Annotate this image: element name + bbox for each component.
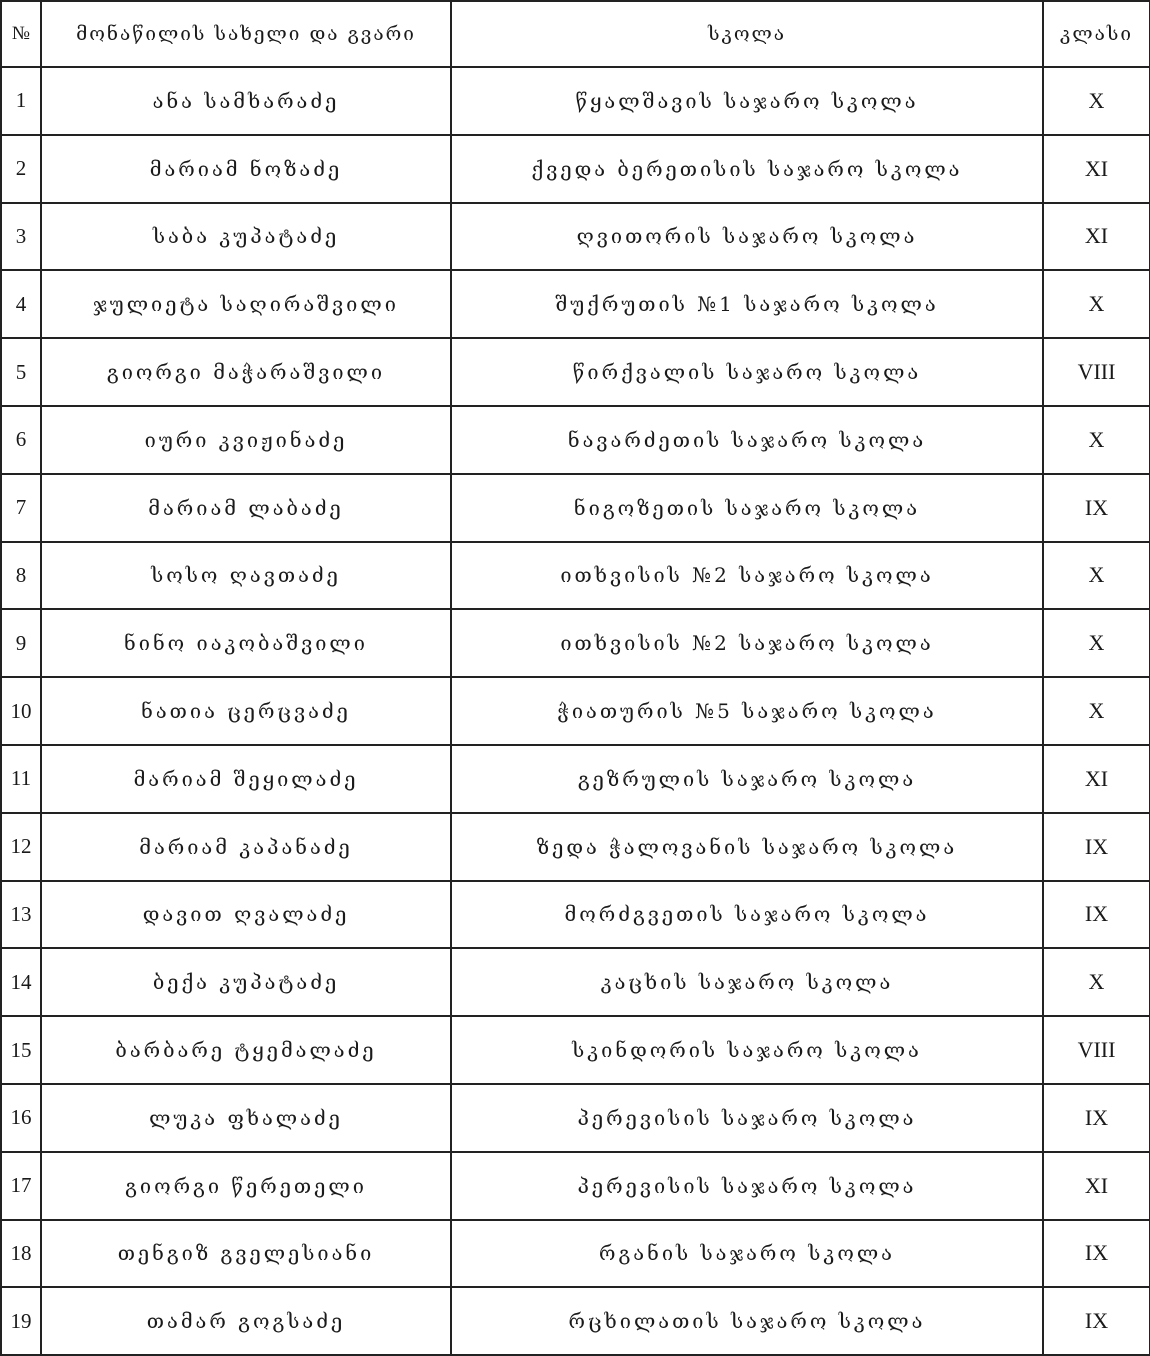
- participant-name: იური კვიჟინაძე: [41, 406, 451, 474]
- header-school: სკოლა: [451, 1, 1043, 67]
- school-name: ნავარძეთის საჯარო სკოლა: [451, 406, 1043, 474]
- school-name: რგანის საჯარო სკოლა: [451, 1220, 1043, 1288]
- grade-value: IX: [1043, 1084, 1150, 1152]
- table-row: [1, 677, 1150, 745]
- table-row: [1, 338, 1150, 406]
- table-row: [1, 203, 1150, 271]
- table-row: [1, 745, 1150, 813]
- row-number: 19: [1, 1287, 41, 1355]
- grade-value: XI: [1043, 135, 1150, 203]
- participant-name: მარიამ კაპანაძე: [41, 813, 451, 881]
- school-name: გეზრულის საჯარო სკოლა: [451, 745, 1043, 813]
- school-name: ითხვისის №2 საჯარო სკოლა: [451, 542, 1043, 610]
- school-name: ზედა ჭალოვანის საჯარო სკოლა: [451, 813, 1043, 881]
- table-row: [1, 135, 1150, 203]
- grade-value: VIII: [1043, 1016, 1150, 1084]
- table-row: [1, 609, 1150, 677]
- row-number: 17: [1, 1152, 41, 1220]
- school-name: ჭიათურის №5 საჯარო სკოლა: [451, 677, 1043, 745]
- table-body: [1, 67, 1150, 1355]
- table-row: [1, 948, 1150, 1016]
- grade-value: X: [1043, 67, 1150, 135]
- row-number: 14: [1, 948, 41, 1016]
- participant-name: დავით ღვალაძე: [41, 881, 451, 949]
- grade-value: IX: [1043, 1220, 1150, 1288]
- grade-value: X: [1043, 270, 1150, 338]
- row-number: 7: [1, 474, 41, 542]
- school-name: ქვედა ბერეთისის საჯარო სკოლა: [451, 135, 1043, 203]
- table-row: [1, 881, 1150, 949]
- participant-name: მარიამ ლაბაძე: [41, 474, 451, 542]
- grade-value: IX: [1043, 813, 1150, 881]
- participant-name: თენგიზ გველესიანი: [41, 1220, 451, 1288]
- school-name: ნიგოზეთის საჯარო სკოლა: [451, 474, 1043, 542]
- header-name: მონაწილის სახელი და გვარი: [41, 1, 451, 67]
- participant-name: საბა კუპატაძე: [41, 203, 451, 271]
- row-number: 11: [1, 745, 41, 813]
- grade-value: XI: [1043, 745, 1150, 813]
- school-name: შუქრუთის №1 საჯარო სკოლა: [451, 270, 1043, 338]
- school-name: პერევისის საჯარო სკოლა: [451, 1152, 1043, 1220]
- school-name: ითხვისის №2 საჯარო სკოლა: [451, 609, 1043, 677]
- table-row: [1, 813, 1150, 881]
- grade-value: X: [1043, 677, 1150, 745]
- header-number: №: [1, 1, 41, 67]
- table-row: [1, 474, 1150, 542]
- participant-name: ნინო იაკობაშვილი: [41, 609, 451, 677]
- table-row: [1, 1287, 1150, 1355]
- participant-name: ბარბარე ტყემალაძე: [41, 1016, 451, 1084]
- grade-value: IX: [1043, 1287, 1150, 1355]
- participant-name: გიორგი მაჭარაშვილი: [41, 338, 451, 406]
- school-name: სკინდორის საჯარო სკოლა: [451, 1016, 1043, 1084]
- participant-name: ნათია ცერცვაძე: [41, 677, 451, 745]
- grade-value: XI: [1043, 1152, 1150, 1220]
- row-number: 3: [1, 203, 41, 271]
- participant-name: ჯულიეტა საღირაშვილი: [41, 270, 451, 338]
- table-row: [1, 1152, 1150, 1220]
- grade-value: X: [1043, 948, 1150, 1016]
- row-number: 9: [1, 609, 41, 677]
- table-row: [1, 1220, 1150, 1288]
- participant-name: ლუკა ფხალაძე: [41, 1084, 451, 1152]
- participant-name: თამარ გოგსაძე: [41, 1287, 451, 1355]
- row-number: 13: [1, 881, 41, 949]
- school-name: რცხილათის საჯარო სკოლა: [451, 1287, 1043, 1355]
- participant-name: სოსო ღავთაძე: [41, 542, 451, 610]
- grade-value: XI: [1043, 203, 1150, 271]
- header-grade: კლასი: [1043, 1, 1150, 67]
- school-name: პერევისის საჯარო სკოლა: [451, 1084, 1043, 1152]
- school-name: მორძგვეთის საჯარო სკოლა: [451, 881, 1043, 949]
- participant-name: მარიამ შეყილაძე: [41, 745, 451, 813]
- grade-value: X: [1043, 542, 1150, 610]
- grade-value: X: [1043, 406, 1150, 474]
- row-number: 4: [1, 270, 41, 338]
- row-number: 12: [1, 813, 41, 881]
- table-row: [1, 406, 1150, 474]
- school-name: წყალშავის საჯარო სკოლა: [451, 67, 1043, 135]
- row-number: 5: [1, 338, 41, 406]
- participant-name: ანა სამხარაძე: [41, 67, 451, 135]
- row-number: 2: [1, 135, 41, 203]
- header-row: [1, 1, 1150, 67]
- row-number: 1: [1, 67, 41, 135]
- table-row: [1, 1084, 1150, 1152]
- row-number: 10: [1, 677, 41, 745]
- participant-name: მარიამ ნოზაძე: [41, 135, 451, 203]
- row-number: 15: [1, 1016, 41, 1084]
- row-number: 6: [1, 406, 41, 474]
- participant-name: გიორგი წერეთელი: [41, 1152, 451, 1220]
- table-row: [1, 542, 1150, 610]
- row-number: 8: [1, 542, 41, 610]
- participant-name: ბექა კუპატაძე: [41, 948, 451, 1016]
- table-row: [1, 270, 1150, 338]
- table-row: [1, 1016, 1150, 1084]
- school-name: წირქვალის საჯარო სკოლა: [451, 338, 1043, 406]
- school-name: ღვითორის საჯარო სკოლა: [451, 203, 1043, 271]
- row-number: 16: [1, 1084, 41, 1152]
- table-row: [1, 67, 1150, 135]
- grade-value: IX: [1043, 881, 1150, 949]
- row-number: 18: [1, 1220, 41, 1288]
- grade-value: IX: [1043, 474, 1150, 542]
- grade-value: VIII: [1043, 338, 1150, 406]
- grade-value: X: [1043, 609, 1150, 677]
- school-name: კაცხის საჯარო სკოლა: [451, 948, 1043, 1016]
